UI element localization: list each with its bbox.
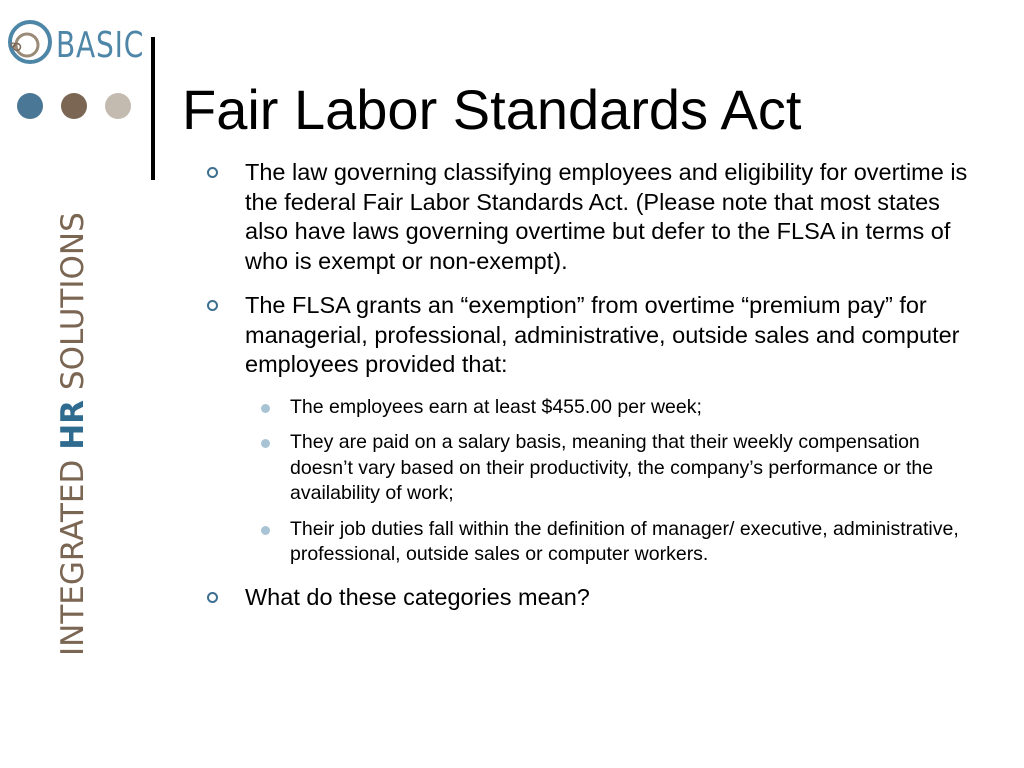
grey-dot bbox=[105, 93, 131, 119]
tagline-hr: HR bbox=[55, 399, 91, 450]
tagline-integrated: INTEGRATED bbox=[55, 449, 91, 656]
slide-title: Fair Labor Standards Act bbox=[182, 78, 802, 141]
sub-bullet-item bbox=[207, 430, 977, 507]
blue-dot bbox=[17, 93, 43, 119]
bullet-text: The FLSA grants an “exemption” from overtime “premium pay” for managerial, professional, administrative, outside sales and computer employees provided that: bbox=[245, 292, 960, 377]
bullet-text: What do these categories mean? bbox=[245, 583, 590, 610]
sub-bullet-text: They are paid on a salary basis, meaning that their weekly compensation doesn’t vary based on their productivity, the company’s performance or the availability of work; bbox=[290, 431, 934, 504]
bullet-text: The law governing classifying employees and eligibility for overtime is the federal Fair Labor Standards Act. (Please note that most states also have laws governing overtime but defer to the FLSA in terms of who is exempt or non-exempt). bbox=[245, 159, 968, 274]
tagline-vertical bbox=[56, 212, 90, 656]
sub-bullet-text: The employees earn at least $455.00 per week; bbox=[290, 395, 702, 418]
sub-bullet-item bbox=[207, 395, 977, 421]
logo-dots bbox=[17, 93, 137, 123]
ring-bullet-icon bbox=[207, 300, 218, 311]
logo-wordmark: BASIC bbox=[56, 25, 145, 66]
slide-content bbox=[207, 158, 977, 627]
dot-bullet-icon bbox=[261, 526, 270, 535]
dot-bullet-icon bbox=[261, 439, 270, 448]
ring-bullet-icon bbox=[207, 592, 218, 603]
basic-logo bbox=[6, 14, 145, 74]
sub-bullet-item bbox=[207, 517, 977, 568]
bullet-item bbox=[207, 291, 977, 568]
swirl-logo-icon bbox=[6, 14, 58, 74]
bullet-item bbox=[207, 583, 977, 613]
sub-bullet-list bbox=[207, 395, 977, 568]
dot-bullet-icon bbox=[261, 404, 270, 413]
ring-bullet-icon bbox=[207, 167, 218, 178]
brown-dot bbox=[61, 93, 87, 119]
title-divider-bar bbox=[151, 37, 155, 180]
tagline-solutions: SOLUTIONS bbox=[55, 212, 91, 400]
bullet-item bbox=[207, 158, 977, 276]
sub-bullet-text: Their job duties fall within the definition of manager/ executive, administrative, professional, outside sales or computer workers. bbox=[290, 517, 959, 565]
